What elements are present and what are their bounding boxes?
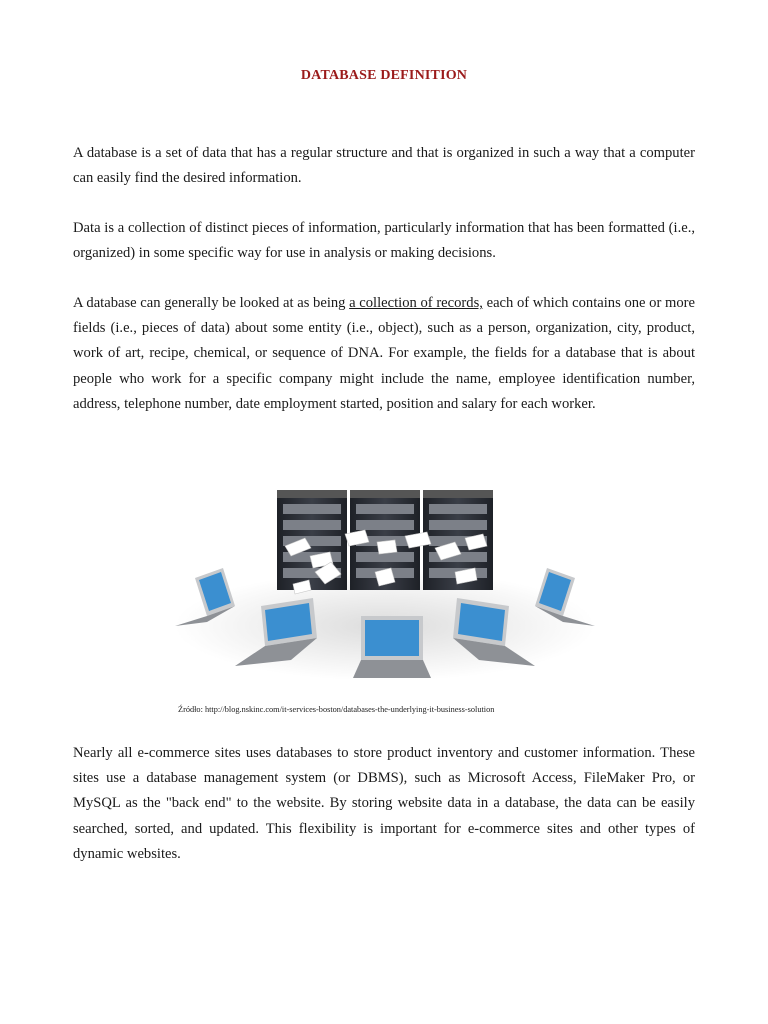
page-title: DATABASE DEFINITION [300, 68, 468, 83]
p3-text-after: each of which contains one or more fields (i.e., pieces of data) about some entity (i.e., object), such as a person, organization, city, product, work of art, recipe, chemical, or sequence of DNA. For example, the fields for a database that is about people who work for a specific company might include the name, employee identification number, address, telephone number, date employment started, position and salary for each worker. [73, 295, 695, 412]
paragraph-collection-of-records [73, 291, 695, 417]
paragraph-database-definition: A database is a set of data that has a regular structure and that is organized in such a way that a computer can easily find the desired information. [73, 145, 695, 187]
figure-caption: Źródło: http://blog.nskinc.com/it-services-boston/databases-the-underlying-it-business-solution [178, 705, 495, 714]
collection-of-records-link[interactable]: a collection of records, [349, 295, 483, 311]
database-servers-laptops-illustration [165, 476, 605, 686]
laptop-center [353, 616, 431, 678]
paragraph-data-definition: Data is a collection of distinct pieces of information, particularly information that has been formatted (i.e., organized) in some specific way for use in analysis or making decisions. [73, 220, 695, 262]
paragraph-e-commerce: Nearly all e-commerce sites uses databases to store product inventory and customer information. These sites use a database management system (or DBMS), such as Microsoft Access, FileMaker Pro, or MySQL as the "back end" to the website. By storing website data in a database, the data can be easily searched, sorted, and updated. This flexibility is important for e-commerce sites and other types of dynamic websites. [73, 745, 695, 862]
p3-text-before: A database can generally be looked at as being [73, 295, 350, 311]
